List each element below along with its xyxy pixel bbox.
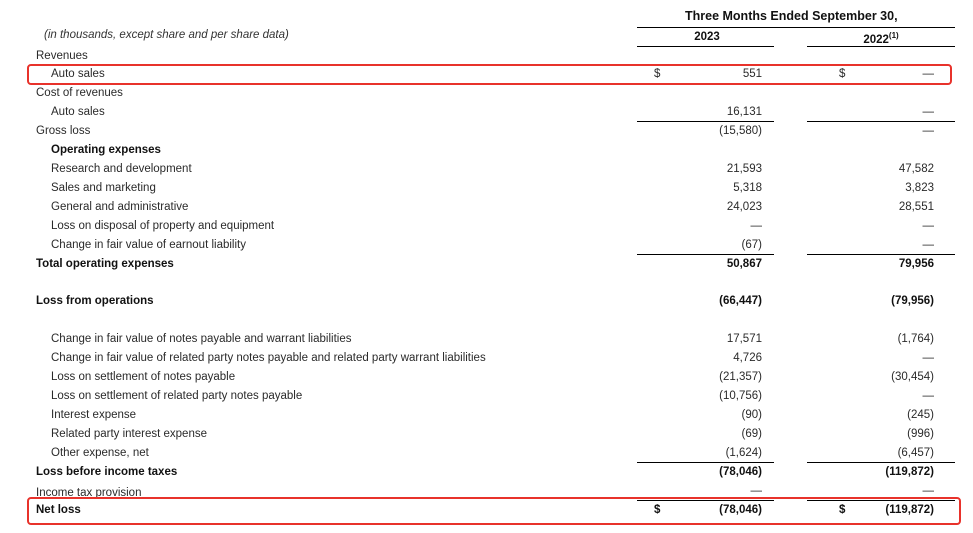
subtotal-rule-2022 [807,121,955,122]
value-2023: 21,593 [726,163,762,175]
highlight-net-loss [27,497,961,525]
value-2023: 551 [742,68,762,80]
row-label: Loss on settlement of related party notes payable [51,390,303,402]
table-row-change-in-fair-value-of-related-party-notes-payable-and-related-party-warrant-liabilities-14 [0,350,973,369]
column-header-2023-label: 2023 [694,31,720,43]
value-2022: — [922,390,934,402]
row-label: Loss from operations [36,295,154,307]
value-2023: (78,046) [719,466,762,478]
highlight-auto-sales [27,64,952,85]
value-2022: (119,872) [885,504,934,516]
row-label: Revenues [36,50,88,62]
table-row-gross-loss-4 [0,123,973,142]
table-row-sales-and-marketing-7 [0,180,973,199]
value-2022: — [922,485,934,497]
value-2023: (10,756) [719,390,762,402]
table-row-loss-from-operations-12 [0,293,973,312]
currency-symbol-2023: $ [654,504,661,516]
value-2023: 16,131 [726,106,762,118]
row-label: Related party interest expense [51,428,207,440]
value-2022: 79,956 [898,258,934,270]
row-label: Gross loss [36,125,91,137]
value-2023: (21,357) [719,371,762,383]
value-2022: — [922,220,934,232]
subtotal-rule-2022 [807,462,955,463]
value-2023: (69) [741,428,762,440]
value-2022: — [922,68,934,80]
row-label: Other expense, net [51,447,149,459]
value-2022: (30,454) [891,371,934,383]
value-2023: (66,447) [719,295,762,307]
value-2023: (67) [741,239,762,251]
table-row-general-and-administrative-8 [0,199,973,218]
row-label: General and administrative [51,201,189,213]
row-label: Operating expenses [51,144,161,156]
table-row-cost-of-revenues-2 [0,85,973,104]
value-2022: (6,457) [897,447,934,459]
subtotal-rule-2022 [807,254,955,255]
value-2022: 47,582 [898,163,934,175]
value-2022: 3,823 [905,182,934,194]
currency-symbol-2022: $ [839,68,846,80]
column-header-2023-rule [637,46,774,47]
value-2022: (1,764) [897,333,934,345]
value-2023: (78,046) [719,504,762,516]
table-row-loss-on-settlement-of-related-party-notes-payable-16 [0,388,973,407]
currency-symbol-2023: $ [654,68,661,80]
value-2023: (90) [741,409,762,421]
row-label: Cost of revenues [36,87,123,99]
table-row-loss-before-income-taxes-20 [0,464,973,483]
table-row-research-and-development-6 [0,161,973,180]
period-header: Three Months Ended September 30, [685,9,898,23]
row-label: Auto sales [51,68,105,80]
value-2023: 24,023 [726,201,762,213]
value-2023: 4,726 [733,352,762,364]
row-label: Research and development [51,163,192,175]
column-header-2022 [807,31,955,46]
row-label: Sales and marketing [51,182,156,194]
column-header-2022-label: 2022 [863,33,889,46]
value-2022: — [922,106,934,118]
value-2022: — [922,239,934,251]
value-2022: (119,872) [885,466,934,478]
row-label: Loss before income taxes [36,466,178,478]
value-2023: 17,571 [726,333,762,345]
subtotal-rule-2023 [637,121,774,122]
row-label: Total operating expenses [36,258,174,270]
table-row-loss-on-settlement-of-notes-payable-15 [0,369,973,388]
table-row-operating-expenses-5 [0,142,973,161]
row-label: Change in fair value of notes payable and warrant liabilities [51,333,352,345]
period-header-rule [637,27,955,28]
row-label: Change in fair value of earnout liability [51,239,246,251]
row-label: Net loss [36,504,81,516]
value-2023: 50,867 [726,258,762,270]
row-label: Loss on settlement of notes payable [51,371,236,383]
value-2023: (1,624) [725,447,762,459]
column-header-2022-rule [807,46,955,47]
value-2022: (79,956) [891,295,934,307]
column-header-2022-footnote: (1) [888,31,899,40]
row-label: Loss on disposal of property and equipment [51,220,275,232]
table-row-loss-on-disposal-of-property-and-equipment-9 [0,218,973,237]
value-2022: 28,551 [898,201,934,213]
subtotal-rule-2023 [637,462,774,463]
value-2023: 5,318 [733,182,762,194]
table-row-interest-expense-17 [0,407,973,426]
value-2022: (996) [907,428,934,440]
value-2023: — [750,220,762,232]
value-2022: (245) [907,409,934,421]
table-row-change-in-fair-value-of-notes-payable-and-warrant-liabilities-13 [0,331,973,350]
table-row-total-operating-expenses-11 [0,256,973,275]
value-2022: — [922,125,934,137]
subtotal-rule-2023 [637,254,774,255]
row-label: Auto sales [51,106,105,118]
value-2023: — [750,485,762,497]
row-label: Interest expense [51,409,137,421]
column-header-2023 [640,31,774,43]
currency-symbol-2022: $ [839,504,846,516]
row-label: Change in fair value of related party notes payable and related party warrant liabilities [51,352,486,364]
units-note: (in thousands, except share and per share data) [44,29,289,41]
value-2023: (15,580) [719,125,762,137]
value-2022: — [922,352,934,364]
row-label: Income tax provision [36,487,142,498]
table-row-related-party-interest-expense-18 [0,426,973,445]
